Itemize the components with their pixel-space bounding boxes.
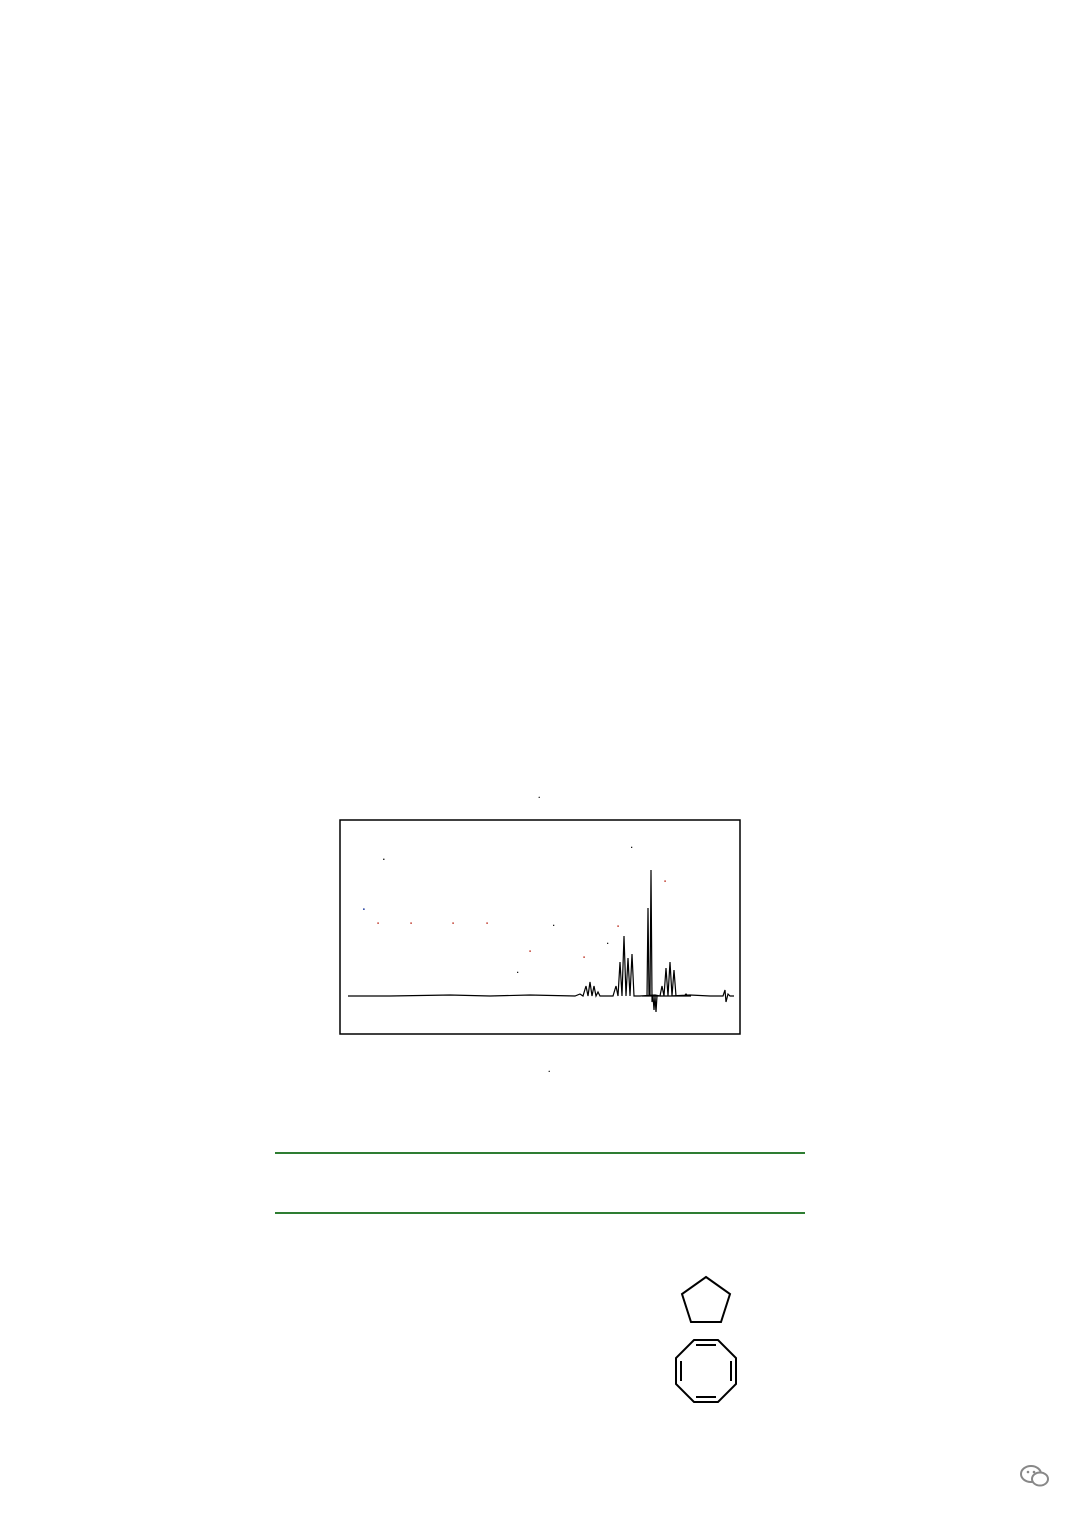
footer xyxy=(1020,1462,1050,1492)
struct-letter-a: . xyxy=(376,913,381,928)
wechat-icon xyxy=(1020,1464,1050,1488)
plot-frame xyxy=(340,820,740,1034)
peak-label-2h-d: . xyxy=(552,915,556,929)
table-header-rule xyxy=(275,1212,805,1214)
peak-label-b: . xyxy=(528,941,533,956)
peak-label-2h-c: . xyxy=(606,933,610,947)
struct-letter-b: . xyxy=(409,913,414,928)
cyclooctatetraene-structure xyxy=(670,1336,742,1408)
peak-label-c: . xyxy=(616,916,621,931)
struct-letter-d: . xyxy=(485,913,490,928)
peak-label-a: . xyxy=(663,871,668,886)
cyclopentane-structure xyxy=(676,1272,736,1328)
spectrum-trace xyxy=(348,870,734,1012)
bottom-axis-label: . xyxy=(548,1061,551,1075)
structure-label: . xyxy=(362,898,366,914)
peak-label-3h: . xyxy=(630,837,634,851)
struct-letter-c: . xyxy=(451,913,456,928)
top-axis-label: . xyxy=(538,790,541,801)
spectrum-formula: . xyxy=(382,848,386,863)
peak-label-1h: . xyxy=(516,962,520,976)
peak-label-d: . xyxy=(582,947,587,962)
table-top-rule xyxy=(275,1152,805,1154)
nmr-spectrum xyxy=(330,790,760,1080)
